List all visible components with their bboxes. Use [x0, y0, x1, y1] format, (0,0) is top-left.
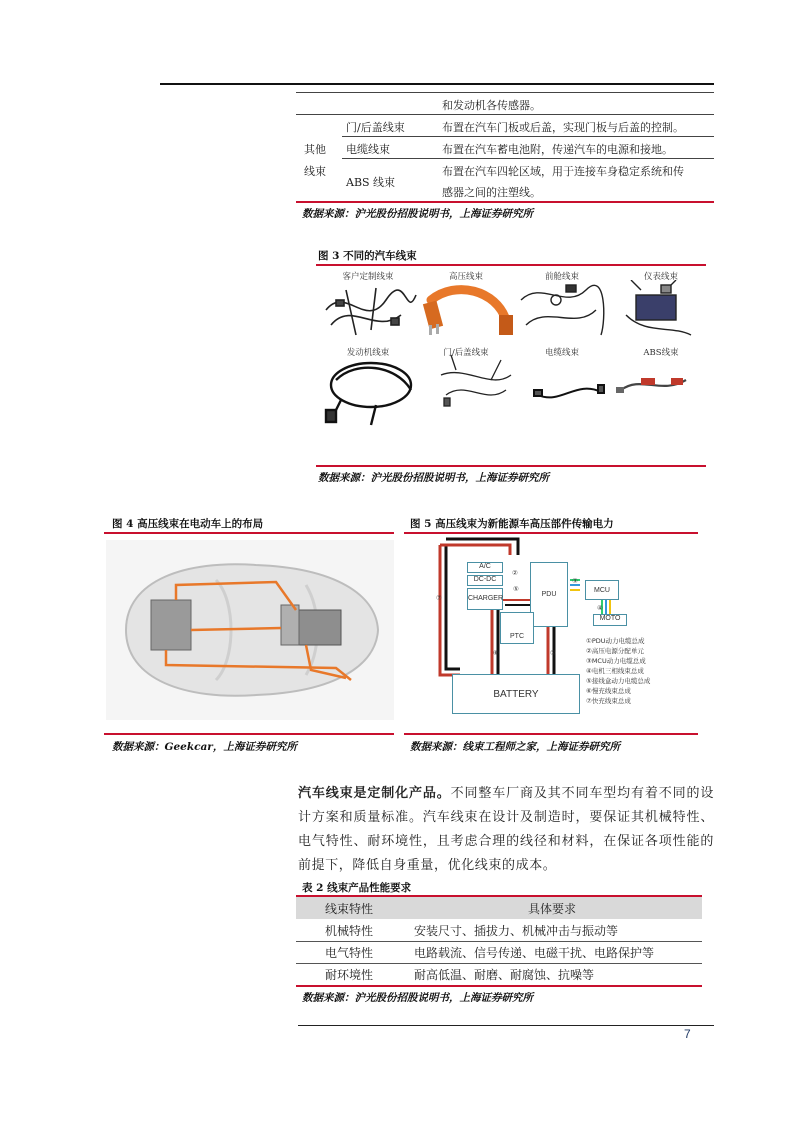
header-rule	[160, 83, 714, 85]
engine-harness-image	[326, 363, 411, 425]
table-1-source: 数据来源：沪光股份招股说明书，上海证券研究所	[302, 208, 533, 220]
marker-3: ③	[572, 577, 578, 585]
footer-rule	[298, 1025, 714, 1026]
table-2-header	[296, 897, 702, 919]
harness-label: 电缆线束	[544, 348, 579, 358]
figure-5-bottom-rule	[404, 733, 698, 735]
table-row	[296, 919, 702, 941]
harness-label: ABS线束	[643, 348, 679, 358]
table-cell: 电气特性	[324, 946, 373, 960]
table-cell: 感器之间的注塑线。	[442, 186, 541, 199]
table-cell: 电缆线束	[346, 143, 390, 156]
table-row	[296, 941, 702, 963]
figure-5-title: 图 5 高压线束为新能源车高压部件传输电力	[410, 518, 614, 530]
table-cell: 布置在汽车四轮区域，用于连接车身稳定系统和传	[442, 165, 684, 178]
harness-label: 客户定制线束	[342, 272, 394, 282]
legend-item: ⑥慢充线束总成	[586, 687, 631, 695]
figure-4-source: 数据来源：Geekcar，上海证券研究所	[112, 741, 297, 753]
custom-harness-image	[326, 288, 416, 335]
legend-item: ①PDU动力电缆总成	[586, 637, 645, 645]
figure-4-title: 图 4 高压线束在电动车上的布局	[112, 518, 264, 530]
figure-5-source: 数据来源：线束工程师之家，上海证券研究所	[410, 741, 620, 753]
harness-photos	[316, 280, 706, 430]
table-cell: 耐环境性	[324, 968, 373, 982]
front-cabin-harness-image	[521, 285, 604, 335]
harness-label: 高压线束	[448, 272, 483, 282]
harness-label: 门/后盖线束	[443, 348, 489, 358]
marker-5: ⑤	[513, 585, 519, 593]
abs-harness-image	[616, 378, 686, 393]
marker-2: ②	[512, 569, 518, 577]
paragraph-text: 不同整车厂商及其不同车型均有着不同的设计方案和质量标准。汽车线束在设计及制造时，要保证其机械特性、电气特性、耐环境性，且考虑合理的线径和材料，在保证各项性能的前提下，降低自身重量，优化线束的成本。	[298, 786, 714, 873]
harness-label: 发动机线束	[346, 348, 390, 358]
table-row-divider	[296, 114, 714, 115]
legend-item: ④电机三相线束总成	[586, 667, 644, 675]
legend-item: ③MCU动力电缆总成	[586, 657, 646, 665]
marker-4: ④	[597, 604, 603, 612]
door-harness-image	[441, 355, 511, 406]
table-cell: 布置在汽车门板或后盖，实现门板与后盖的控制。	[442, 121, 684, 134]
table-cell: 电路载流、信号传递、电磁干扰、电路保护等	[414, 946, 655, 960]
figure-3-title: 图 3 不同的汽车线束	[318, 250, 417, 262]
figure-3-top-rule	[316, 264, 706, 266]
table-cell: 耐高低温、耐磨、耐腐蚀、抗噪等	[414, 968, 595, 982]
column-header: 具体要求	[527, 902, 576, 916]
table-cell: 门/后盖线束	[346, 121, 405, 134]
ac-box: A/C	[467, 562, 503, 573]
cable-harness-image	[534, 385, 604, 397]
table-row	[296, 963, 702, 985]
figure-3-bottom-rule	[316, 465, 706, 467]
table-2-bottom-rule	[296, 985, 702, 987]
dcdc-box: DC-DC	[467, 575, 503, 586]
body-paragraph	[298, 782, 714, 878]
table-cell-category: 线束	[304, 165, 326, 178]
mcu-box: MCU	[585, 580, 619, 600]
harness-label: 前舱线束	[544, 272, 579, 282]
table-2-title: 表 2 线束产品性能要求	[302, 882, 412, 894]
figure-3-source: 数据来源：沪光股份招股说明书，上海证券研究所	[318, 472, 549, 484]
figure-4-bottom-rule	[104, 733, 394, 735]
charger-box: CHARGER	[467, 588, 503, 610]
ev-layout-image	[106, 540, 394, 720]
table-2-source: 数据来源：沪光股份招股说明书，上海证券研究所	[302, 992, 533, 1004]
harness-label: 仪表线束	[643, 272, 678, 282]
table-row-divider	[296, 92, 714, 93]
column-header: 线束特性	[324, 902, 373, 916]
table-cell: 和发动机各传感器。	[442, 99, 541, 112]
table-cell: 布置在汽车蓄电池附，传递汽车的电源和接地。	[442, 143, 673, 156]
marker-6: ⑥	[493, 649, 499, 657]
table-cell: 机械特性	[324, 924, 373, 938]
paragraph-lead: 汽车线束是定制化产品。	[298, 786, 451, 801]
marker-7: ⑦	[436, 594, 442, 602]
legend-item: ⑦快充线束总成	[586, 697, 631, 705]
page-number: 7	[684, 1027, 691, 1041]
hv-harness-image	[423, 290, 513, 335]
table-cell-category: 其他	[304, 143, 326, 156]
figure-5-top-rule	[404, 532, 698, 534]
table-1	[296, 92, 714, 208]
figure-4-top-rule	[104, 532, 394, 534]
dashboard-harness-image	[626, 280, 691, 335]
legend-item: ②高压电源分配单元	[586, 647, 644, 655]
table-1-bottom-rule	[296, 201, 714, 203]
marker-1: ①	[550, 649, 556, 657]
table-cell: 安装尺寸、插拔力、机械冲击与振动等	[414, 924, 619, 938]
table-row-divider	[342, 158, 714, 159]
pdu-box: PDU	[530, 562, 568, 627]
table-row-divider	[342, 136, 714, 137]
diagram-legend	[586, 636, 650, 706]
ptc-box: PTC	[500, 612, 534, 644]
battery-box: BATTERY	[452, 674, 580, 714]
table-cell: ABS 线束	[346, 176, 396, 189]
moto-box: MOTO	[593, 614, 627, 626]
legend-item: ⑤接线盒动力电缆总成	[586, 677, 651, 685]
